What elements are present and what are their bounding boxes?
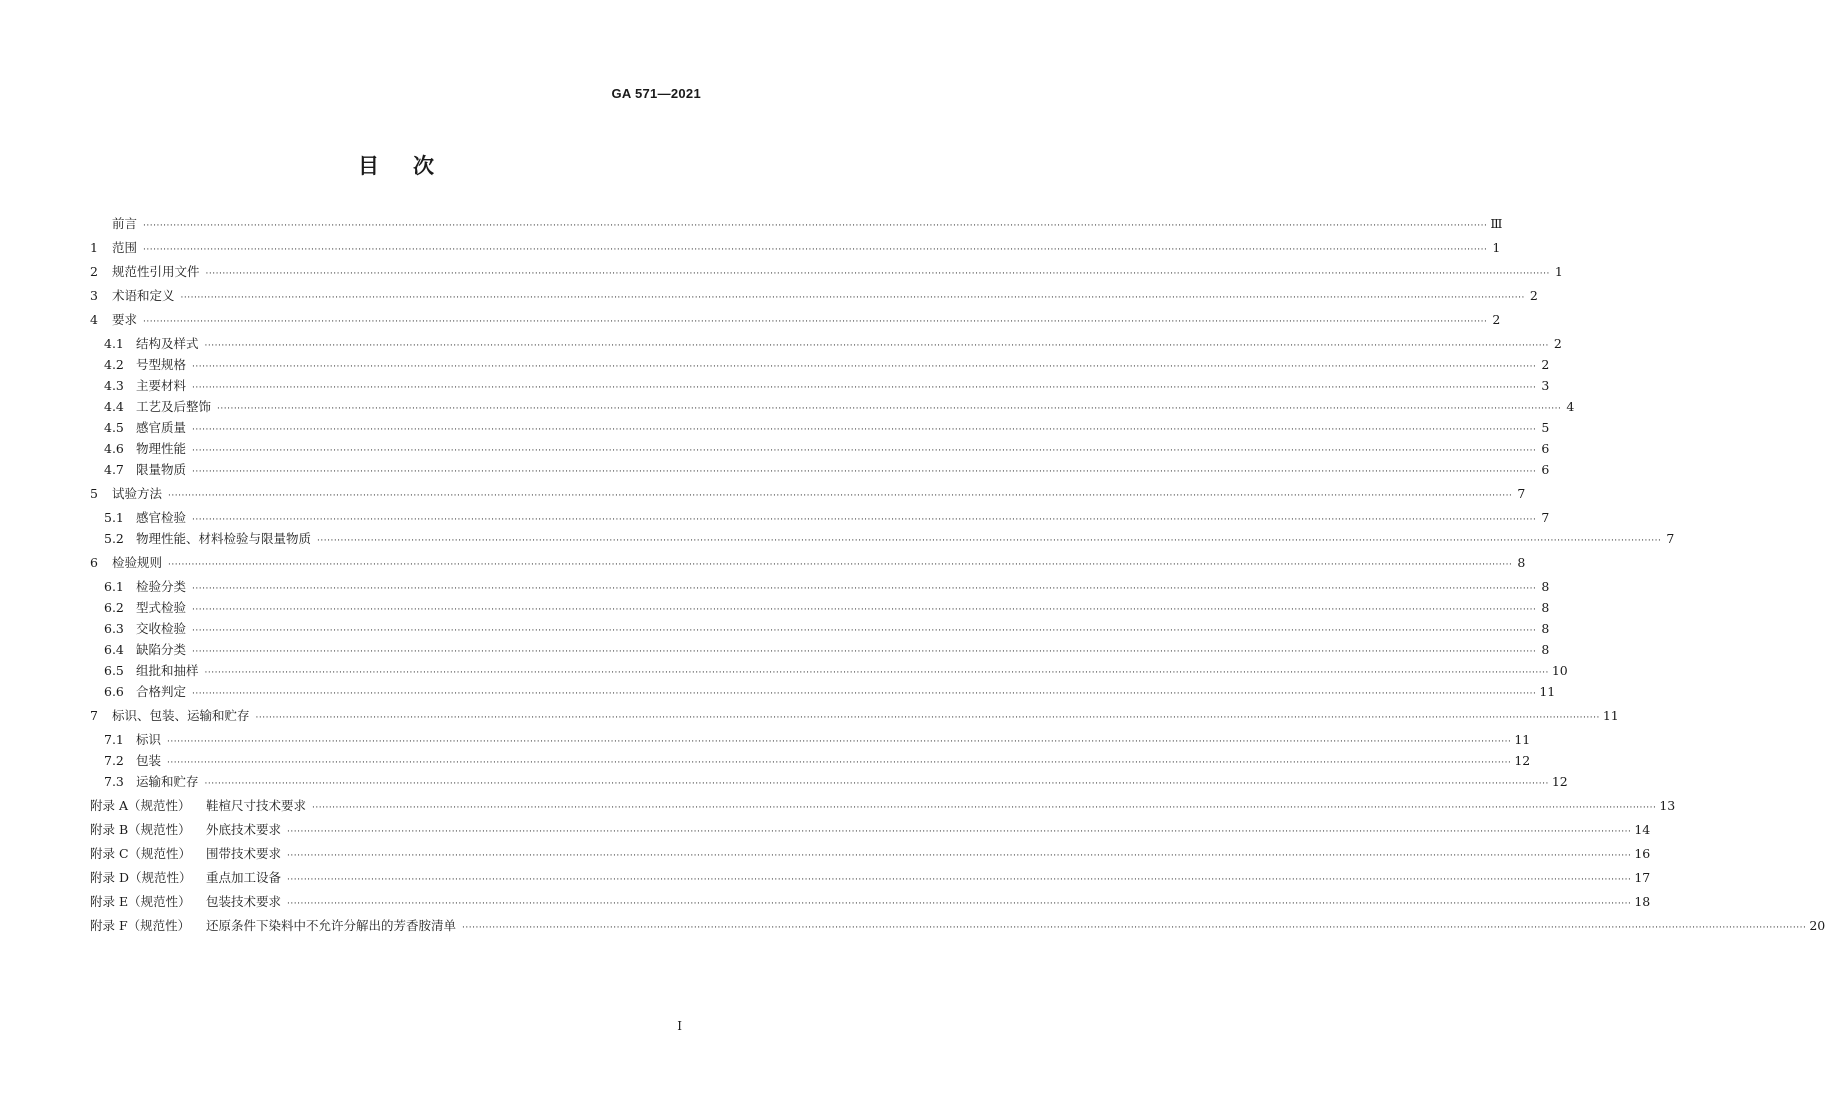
toc-entry-title: 合格判定 [136, 684, 187, 699]
toc-entry[interactable] [104, 376, 1550, 396]
toc-entry[interactable] [90, 844, 1651, 864]
toc-entry[interactable] [90, 706, 1619, 726]
toc-entry[interactable] [90, 796, 1676, 816]
toc-entry-title: 标识 [136, 732, 162, 747]
toc-entry-title: 术语和定义 [112, 288, 175, 303]
toc-entry[interactable] [104, 355, 1550, 375]
toc-leader-dots: ················································································································································································································································································································································································································ [192, 605, 1537, 615]
toc-leader-dots: ················································································································································································································································································································································································································ [192, 647, 1537, 657]
toc-entry[interactable] [104, 661, 1568, 681]
toc-entry-page: 2 [1553, 336, 1562, 351]
toc-entry-page: 18 [1634, 894, 1651, 909]
toc-leader-dots: ················································································································································································································································································································································································································ [168, 491, 1513, 501]
toc-entry-page: 11 [1602, 708, 1619, 723]
toc-entry[interactable] [104, 772, 1568, 792]
toc-entry-number: 7 [90, 708, 98, 723]
toc-entry[interactable] [104, 439, 1550, 459]
toc-entry-number: 附录 E（规范性） [90, 894, 191, 909]
toc-entry-page: 8 [1541, 642, 1550, 657]
toc-leader-dots: ················································································································································································································································································································································································································ [287, 827, 1632, 837]
toc-leader-dots: ················································································································································································································································································································································································································ [143, 245, 1488, 255]
toc-entry[interactable] [104, 529, 1675, 549]
toc-entry-page: 1 [1492, 240, 1501, 255]
toc-entry-number: 4 [90, 312, 98, 327]
toc-entry-title: 检验规则 [112, 555, 163, 570]
toc-entry-title: 包装 [136, 753, 162, 768]
toc-entry-title: 检验分类 [136, 579, 187, 594]
toc-entry-number: 3 [90, 288, 98, 303]
toc-entry-page: 7 [1517, 486, 1526, 501]
toc-entry-title: 交收检验 [136, 621, 187, 636]
toc-entry-number: 1 [90, 240, 98, 255]
toc-leader-dots: ················································································································································································································································································································································································································ [167, 758, 1512, 768]
toc-entry-title: 重点加工设备 [206, 870, 282, 885]
toc-entry[interactable] [104, 577, 1550, 597]
toc-entry-page: 12 [1551, 774, 1568, 789]
toc-entry-title: 运输和贮存 [136, 774, 199, 789]
toc-entry-page: 13 [1659, 798, 1676, 813]
toc-leader-dots: ················································································································································································································································································································································································································ [180, 293, 1525, 303]
toc-entry[interactable] [104, 334, 1562, 354]
toc-leader-dots: ················································································································································································································································································································································································································ [204, 779, 1549, 789]
toc-entry-page: 11 [1539, 684, 1556, 699]
toc-leader-dots: ················································································································································································································································································································································································································ [192, 383, 1537, 393]
toc-entry[interactable] [90, 238, 1501, 258]
document-code: GA 571—2021 [611, 86, 701, 101]
toc-entry-title: 试验方法 [112, 486, 163, 501]
toc-entry-title: 前言 [112, 216, 138, 231]
toc-leader-dots: ················································································································································································································································································································································································································ [205, 269, 1550, 279]
toc-entry-title: 工艺及后整饰 [136, 399, 212, 414]
toc-entry-title: 物理性能、材料检验与限量物质 [136, 531, 312, 546]
toc-entry-title: 组批和抽样 [136, 663, 199, 678]
toc-entry-page: 16 [1634, 846, 1651, 861]
toc-entry[interactable] [90, 262, 1563, 282]
toc-entry-number: 5.1 [104, 510, 124, 525]
toc-entry-title: 号型规格 [136, 357, 187, 372]
toc-entry[interactable] [104, 460, 1550, 480]
toc-entry-title: 围带技术要求 [206, 846, 282, 861]
toc-leader-dots: ················································································································································································································································································································································································································ [143, 317, 1488, 327]
toc-entry-title: 包装技术要求 [206, 894, 282, 909]
toc-entry[interactable] [104, 598, 1550, 618]
toc-leader-dots: ················································································································································································································································································································································································································ [192, 626, 1537, 636]
toc-entry-number: 6.4 [104, 642, 124, 657]
toc-leader-dots: ················································································································································································································································································································································································································ [167, 737, 1512, 747]
toc-entry-title: 范围 [112, 240, 138, 255]
page-title [0, 150, 792, 180]
toc-entry[interactable] [90, 916, 1825, 936]
toc-entry[interactable] [104, 508, 1550, 528]
toc-entry-page: 10 [1551, 663, 1568, 678]
toc-entry[interactable] [90, 484, 1526, 504]
toc-leader-dots: ················································································································································································································································································································································································································ [312, 803, 1657, 813]
title-part-2: 次 [413, 153, 434, 178]
toc-leader-dots: ················································································································································································································································································································································································································ [204, 668, 1549, 678]
toc-entry-page: 4 [1566, 399, 1575, 414]
toc-entry-number: 4.1 [104, 336, 124, 351]
toc-entry-number: 5 [90, 486, 98, 501]
toc-entry-number: 4.6 [104, 441, 124, 456]
toc-entry[interactable] [90, 820, 1651, 840]
toc-entry-number: 4.5 [104, 420, 124, 435]
toc-entry-page: 2 [1541, 357, 1550, 372]
toc-entry-number: 附录 F（规范性） [90, 918, 191, 933]
toc-entry-page: 14 [1634, 822, 1651, 837]
toc-entry[interactable] [104, 397, 1575, 417]
toc-entry-title: 物理性能 [136, 441, 187, 456]
toc-entry[interactable] [104, 751, 1531, 771]
toc-entry-title: 感官检验 [136, 510, 187, 525]
toc-entry[interactable] [90, 310, 1501, 330]
toc-entry-title: 感官质量 [136, 420, 187, 435]
toc-leader-dots: ················································································································································································································································································································································································································ [255, 713, 1600, 723]
toc-entry-title: 型式检验 [136, 600, 187, 615]
toc-entry[interactable] [90, 892, 1651, 912]
toc-entry-page: 6 [1541, 462, 1550, 477]
toc-leader-dots: ················································································································································································································································································································································································································ [192, 446, 1537, 456]
toc-entry-number: 附录 A（规范性） [90, 798, 191, 813]
toc-entry-page: 20 [1809, 918, 1825, 933]
toc-entry-number: 7.1 [104, 732, 124, 747]
toc-entry-title: 缺陷分类 [136, 642, 187, 657]
toc-entry-number: 6.6 [104, 684, 124, 699]
toc-leader-dots: ················································································································································································································································································································································································································ [217, 404, 1562, 414]
toc-entry-title: 规范性引用文件 [112, 264, 200, 279]
toc-entry-page: Ⅲ [1490, 216, 1503, 231]
toc-entry-title: 标识、包装、运输和贮存 [112, 708, 250, 723]
toc-entry-number: 2 [90, 264, 98, 279]
toc-leader-dots: ················································································································································································································································································································································································································ [287, 851, 1632, 861]
toc-entry-number: 6 [90, 555, 98, 570]
toc-leader-dots: ················································································································································································································································································································································································································ [287, 875, 1632, 885]
toc-entry-title: 鞋楦尺寸技术要求 [206, 798, 307, 813]
toc-entry[interactable] [90, 214, 1503, 234]
toc-entry-number: 附录 B（规范性） [90, 822, 191, 837]
toc-entry-number: 5.2 [104, 531, 124, 546]
toc-leader-dots: ················································································································································································································································································································································································································ [192, 584, 1537, 594]
toc-entry-page: 5 [1541, 420, 1550, 435]
toc-leader-dots: ················································································································································································································································································································································································································ [462, 923, 1807, 933]
toc-entry[interactable] [90, 868, 1651, 888]
toc-entry-number: 附录 D（规范性） [90, 870, 192, 885]
toc-entry-number: 6.2 [104, 600, 124, 615]
toc-leader-dots: ················································································································································································································································································································································································································ [287, 899, 1632, 909]
toc-entry-page: 17 [1634, 870, 1651, 885]
title-part-1: 目 [358, 153, 379, 178]
toc-entry[interactable] [90, 286, 1538, 306]
toc-entry-number: 7.3 [104, 774, 124, 789]
toc-leader-dots: ················································································································································································································································································································································································································ [192, 515, 1537, 525]
toc-entry-page: 7 [1541, 510, 1550, 525]
toc-leader-dots: ················································································································································································································································································································································································································ [192, 362, 1537, 372]
toc-entry-number: 6.1 [104, 579, 124, 594]
toc-entry-page: 2 [1492, 312, 1501, 327]
toc-entry-page: 8 [1541, 600, 1550, 615]
toc-entry-title: 结构及样式 [136, 336, 199, 351]
toc-entry-number: 附录 C（规范性） [90, 846, 192, 861]
toc-entry-title: 主要材料 [136, 378, 187, 393]
toc-leader-dots: ················································································································································································································································································································································································································ [168, 560, 1513, 570]
toc-entry[interactable] [104, 730, 1531, 750]
toc-entry-page: 11 [1514, 732, 1531, 747]
toc-entry[interactable] [90, 553, 1526, 573]
toc-entry-title: 要求 [112, 312, 138, 327]
toc-entry[interactable] [104, 682, 1556, 702]
toc-leader-dots: ················································································································································································································································································································································································································ [143, 221, 1488, 231]
toc-entry-page: 1 [1554, 264, 1563, 279]
toc-entry-page: 7 [1666, 531, 1675, 546]
toc-entry[interactable] [104, 619, 1550, 639]
toc-entry-number: 4.7 [104, 462, 124, 477]
toc-entry[interactable] [104, 640, 1550, 660]
toc-entry-page: 8 [1541, 621, 1550, 636]
toc-entry-title: 外底技术要求 [206, 822, 282, 837]
toc-leader-dots: ················································································································································································································································································································································································································ [192, 689, 1537, 699]
toc-entry[interactable] [104, 418, 1550, 438]
footer-page-number: I [677, 1019, 682, 1033]
toc-leader-dots: ················································································································································································································································································································································································································ [204, 341, 1549, 351]
toc-entry-number: 7.2 [104, 753, 124, 768]
toc-entry-page: 8 [1541, 579, 1550, 594]
toc-entry-number: 6.3 [104, 621, 124, 636]
toc-leader-dots: ················································································································································································································································································································································································································ [192, 425, 1537, 435]
toc-leader-dots: ················································································································································································································································································································································································································ [317, 536, 1662, 546]
toc-entry-page: 8 [1517, 555, 1526, 570]
toc-entry-number: 4.2 [104, 357, 124, 372]
toc-entry-title: 限量物质 [136, 462, 187, 477]
toc-leader-dots: ················································································································································································································································································································································································································ [192, 467, 1537, 477]
toc-entry-page: 12 [1514, 753, 1531, 768]
toc-entry-page: 3 [1541, 378, 1550, 393]
toc-entry-number: 4.3 [104, 378, 124, 393]
toc-entry-page: 2 [1529, 288, 1538, 303]
toc-entry-title: 还原条件下染料中不允许分解出的芳香胺清单 [206, 918, 457, 933]
toc-entry-number: 4.4 [104, 399, 124, 414]
toc-entry-page: 6 [1541, 441, 1550, 456]
toc-entry-number: 6.5 [104, 663, 124, 678]
